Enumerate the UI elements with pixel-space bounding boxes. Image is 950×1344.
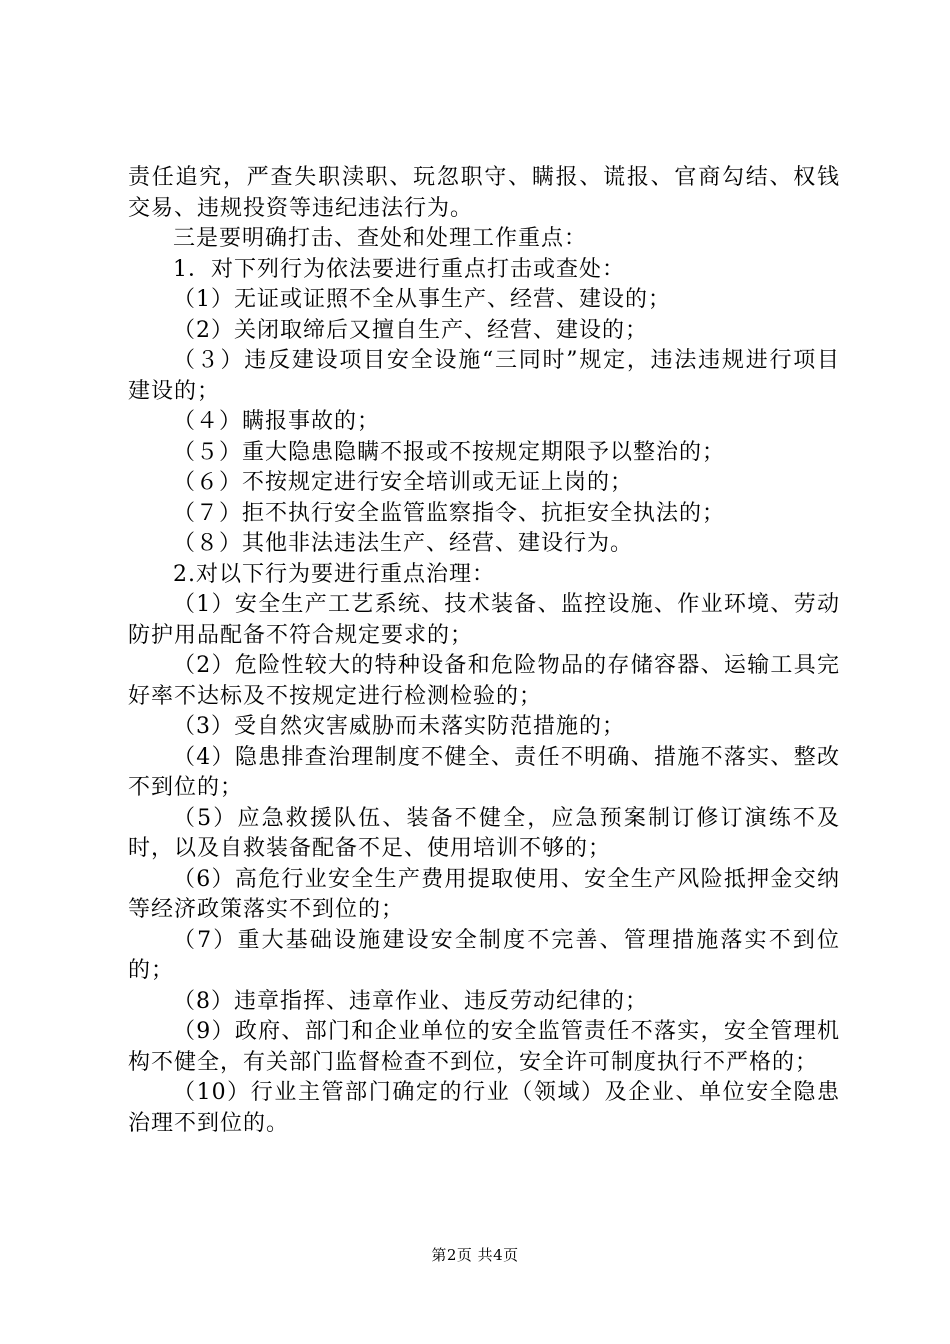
paragraph: （2）关闭取缔后又擅自生产、经营、建设的；	[173, 317, 648, 343]
paragraph: 责任追究，严查失职渎职、玩忽职守、瞒报、谎报、官商勾结、权钱交易、违规投资等违纪违法行为。	[128, 165, 840, 221]
paragraph: （1）安全生产工艺系统、技术装备、监控设施、作业环境、劳动防护用品配备不符合规定要求的；	[128, 592, 840, 648]
paragraph: （４）瞒报事故的；	[173, 409, 381, 434]
paragraph: （7）重大基础设施建设安全制度不完善、管理措施落实不到位的；	[128, 927, 840, 983]
paragraph: 1．对下列行为依法要进行重点打击或查处：	[173, 256, 625, 282]
paragraph: 三是要明确打击、查处和处理工作重点：	[173, 226, 588, 251]
paragraph: （3）受自然灾害威胁而未落实防范措施的；	[173, 714, 625, 739]
paragraph: （1）无证或证照不全从事生产、经营、建设的；	[173, 287, 671, 312]
paragraph: （５）重大隐患隐瞒不报或不按规定期限予以整治的；	[173, 439, 726, 465]
paragraph: （5）应急救援队伍、装备不健全，应急预案制订修订演练不及时，以及自救装备配备不足、使用培训不够的；	[128, 805, 840, 861]
paragraph: （8）违章指挥、违章作业、违反劳动纪律的；	[173, 988, 648, 1014]
paragraph: （4）隐患排查治理制度不健全、责任不明确、措施不落实、整改不到位的；	[128, 744, 840, 800]
paragraph: （6）高危行业安全生产费用提取使用、安全生产风险抵押金交纳等经济政策落实不到位的；	[128, 866, 840, 922]
page-number-footer: 第2页 共4页	[431, 1246, 519, 1264]
paragraph: （9）政府、部门和企业单位的安全监管责任不落实，安全管理机构不健全，有关部门监督检查不到位，安全许可制度执行不严格的；	[128, 1019, 840, 1075]
paragraph: （2）危险性较大的特种设备和危险物品的存储容器、运输工具完好率不达标及不按规定进行检测检验的；	[128, 653, 840, 709]
paragraph: （７）拒不执行安全监管监察指令、抗拒安全执法的；	[173, 500, 726, 526]
paragraph: 2.对以下行为要进行重点治理：	[173, 561, 495, 587]
paragraph: （８）其他非法违法生产、经营、建设行为。	[173, 531, 634, 556]
paragraph: （10）行业主管部门确定的行业（领域）及企业、单位安全隐患治理不到位的。	[128, 1080, 840, 1136]
paragraph: （６）不按规定进行安全培训或无证上岗的；	[173, 470, 634, 495]
document-body	[128, 163, 840, 1139]
paragraph: （３）违反建设项目安全设施“三同时”规定，违法违规进行项目建设的；	[128, 348, 840, 404]
